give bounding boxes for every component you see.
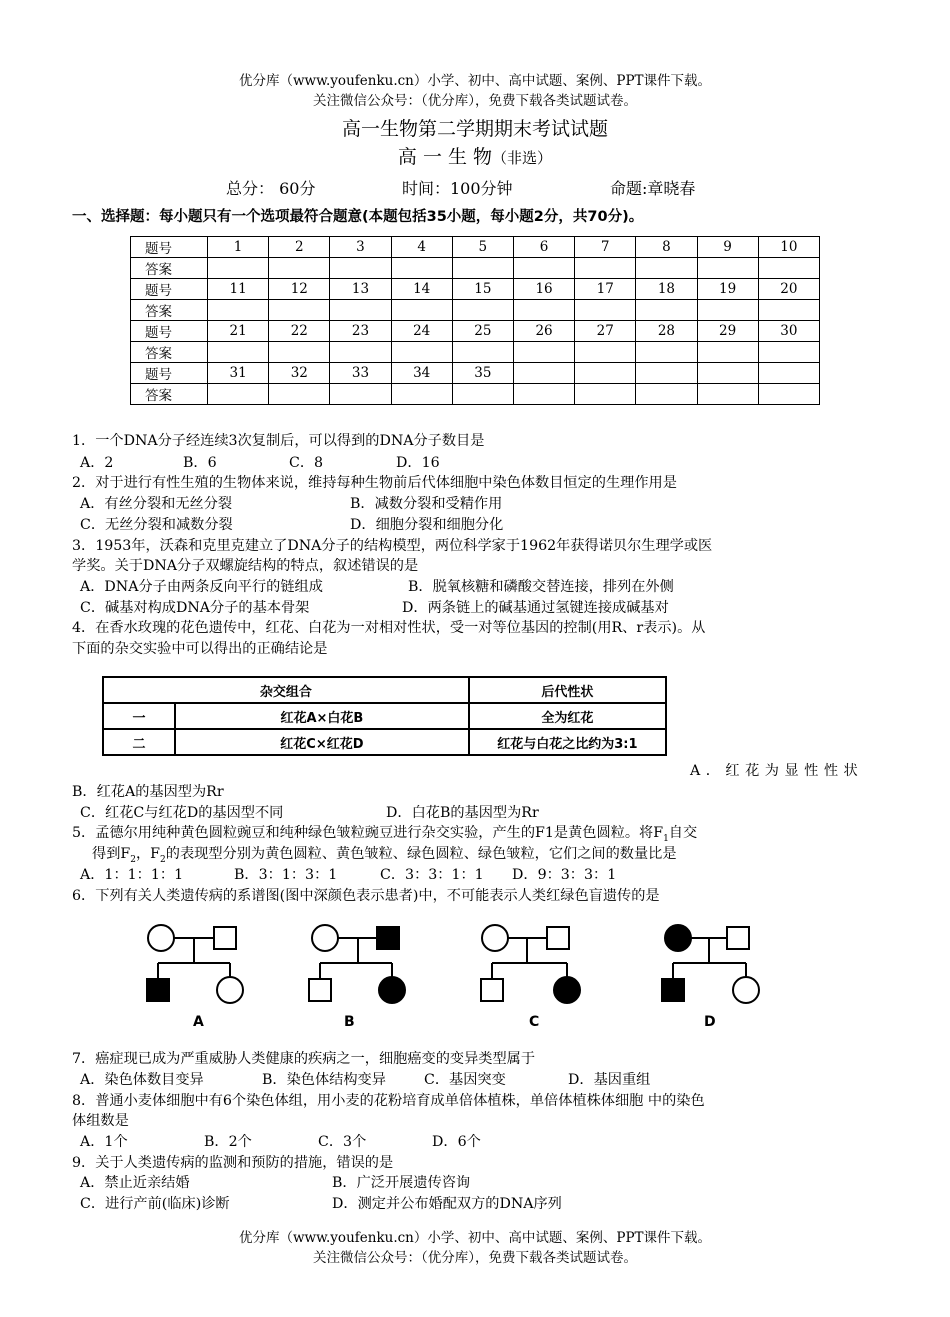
answer-table-number-row <box>131 321 820 342</box>
cross-row-1-id: 一 <box>103 703 175 729</box>
answer-table-answer-cell[interactable] <box>269 342 330 363</box>
pedigree-b <box>309 925 405 1003</box>
q1-option-c: C．8 <box>289 455 324 471</box>
q8-stem-1: 8．普通小麦体细胞中有6个染色体组，用小麦的花粉培育成单倍体植株，单倍体植株体细胞 中的染色 <box>72 1093 705 1109</box>
pedigree-label-d: D <box>704 1014 716 1030</box>
pedigree-b-mother <box>312 925 338 951</box>
answer-table-answer-cell[interactable] <box>269 258 330 279</box>
answer-table-answer-cell[interactable] <box>269 300 330 321</box>
q5-option-c: C．3：3：1：1 <box>380 867 484 883</box>
answer-table-number-cell: 6 <box>513 237 574 258</box>
answer-table-number-cell <box>513 363 574 384</box>
answer-table-number-cell: 13 <box>330 279 391 300</box>
answer-table-answer-row <box>131 258 820 279</box>
answer-table-number-cell <box>575 363 636 384</box>
q5-stem-2a: 得到F <box>92 846 131 862</box>
q3-option-a: A．DNA分子由两条反向平行的链组成 <box>80 579 323 595</box>
answer-table-answer-cell[interactable] <box>452 258 513 279</box>
answer-table-number-cell: 33 <box>330 363 391 384</box>
cross-header-offspring: 后代性状 <box>469 677 666 703</box>
answer-table-number-cell: 35 <box>452 363 513 384</box>
answer-table-answer-cell[interactable] <box>452 384 513 405</box>
answer-table-label-number: 题号 <box>131 237 208 258</box>
q3-stem-2: 学奖。关于DNA分子双螺旋结构的特点，叙述错误的是 <box>72 558 419 574</box>
answer-table-number-cell: 7 <box>575 237 636 258</box>
pedigree-a-mother <box>148 925 174 951</box>
cross-row-2-offspring: 红花与白花之比约为3:1 <box>469 729 666 755</box>
answer-table-number-cell: 1 <box>208 237 269 258</box>
q8-stem-2: 体组数是 <box>72 1113 129 1129</box>
answer-table-number-cell: 9 <box>697 237 758 258</box>
page-title: 高一生物第二学期期末考试试题 <box>341 118 608 140</box>
q9-option-a: A．禁止近亲结婚 <box>80 1175 190 1191</box>
answer-table-number-cell: 19 <box>697 279 758 300</box>
pedigree-label-b: B <box>344 1014 355 1030</box>
answer-table-answer-cell[interactable] <box>575 258 636 279</box>
answer-table-answer-cell[interactable] <box>636 258 697 279</box>
q9-option-b: B．广泛开展遗传咨询 <box>332 1175 471 1191</box>
pedigree-d-father <box>727 927 749 949</box>
q3-option-c: C．碱基对构成DNA分子的基本骨架 <box>80 600 310 616</box>
answer-table-answer-cell[interactable] <box>330 384 391 405</box>
q5-option-d: D．9：3：3：1 <box>512 867 617 883</box>
answer-table-label-answer: 答案 <box>131 258 208 279</box>
answer-table-answer-cell[interactable] <box>330 342 391 363</box>
q3-stem-1: 3．1953年，沃森和克里克建立了DNA分子的结构模型，两位科学家于1962年获得诺贝尔生理学或医 <box>72 538 713 554</box>
q3-option-b: B．脱氧核糖和磷酸交替连接，排列在外侧 <box>408 579 674 595</box>
q8-option-b: B．2个 <box>204 1134 252 1150</box>
answer-table-answer-cell[interactable] <box>391 300 452 321</box>
q1-option-b: B．6 <box>183 455 217 471</box>
pedigree-d-daughter <box>733 977 759 1003</box>
answer-table-number-cell: 11 <box>208 279 269 300</box>
answer-table-answer-cell[interactable] <box>513 258 574 279</box>
answer-table-answer-cell[interactable] <box>269 384 330 405</box>
answer-table-answer-cell[interactable] <box>575 384 636 405</box>
answer-table-label-number: 题号 <box>131 279 208 300</box>
answer-table-number-row <box>131 279 820 300</box>
answer-table-answer-cell[interactable] <box>636 300 697 321</box>
answer-table-number-cell: 26 <box>513 321 574 342</box>
answer-table-answer-row <box>131 342 820 363</box>
answer-table-number-cell <box>636 363 697 384</box>
q5-stem-1-end: 自交 <box>668 825 698 841</box>
q4-option-a: A．红花为显性性状 <box>690 763 864 779</box>
cross-row-1-offspring: 全为红花 <box>469 703 666 729</box>
answer-table-number-cell: 4 <box>391 237 452 258</box>
answer-table-answer-cell[interactable] <box>513 384 574 405</box>
q7-option-b: B．染色体结构变异 <box>262 1072 386 1088</box>
pedigree-c-daughter <box>554 977 580 1003</box>
meta-score: 总分： 60分 <box>226 179 316 198</box>
answer-table-answer-cell[interactable] <box>758 384 819 405</box>
q9-stem: 9．关于人类遗传病的监测和预防的措施，错误的是 <box>72 1155 394 1171</box>
q3-option-d: D．两条链上的碱基通过氢键连接成碱基对 <box>402 600 669 616</box>
answer-table <box>130 236 820 405</box>
q5-stem-1 <box>72 822 697 844</box>
answer-table-answer-cell[interactable] <box>758 300 819 321</box>
pedigree-diagrams <box>130 915 770 1015</box>
answer-table-number-cell: 3 <box>330 237 391 258</box>
q8-option-c: C．3个 <box>318 1134 367 1150</box>
q8-option-a: A．1个 <box>80 1134 128 1150</box>
answer-table-number-cell: 17 <box>575 279 636 300</box>
answer-table-answer-cell[interactable] <box>575 342 636 363</box>
answer-table-number-cell: 12 <box>269 279 330 300</box>
page-subtitle <box>0 142 950 169</box>
q5-option-a: A．1：1：1：1 <box>80 867 184 883</box>
cross-header-combo: 杂交组合 <box>103 677 469 703</box>
answer-table-number-cell: 31 <box>208 363 269 384</box>
answer-table-number-cell: 29 <box>697 321 758 342</box>
answer-table-number-cell: 8 <box>636 237 697 258</box>
answer-table-answer-cell[interactable] <box>391 384 452 405</box>
pedigree-b-daughter <box>379 977 405 1003</box>
q9-option-c: C．进行产前(临床)诊断 <box>80 1196 230 1212</box>
answer-table-answer-cell[interactable] <box>452 300 513 321</box>
q4-stem-1: 4．在香水玫瑰的花色遗传中，红花、白花为一对相对性状，受一对等位基因的控制(用R、r表示)。从 <box>72 620 706 636</box>
q8-option-d: D．6个 <box>432 1134 481 1150</box>
answer-table-number-cell: 5 <box>452 237 513 258</box>
pedigree-c <box>481 925 580 1003</box>
footer-ad-line-1: 优分库（www.youfenku.cn）小学、初中、高中试题、案例、PPT课件下载。 <box>238 1230 712 1246</box>
pedigree-a-daughter <box>217 977 243 1003</box>
q4-option-b: B．红花A的基因型为Rr <box>72 784 224 800</box>
answer-table-answer-cell[interactable] <box>208 342 269 363</box>
answer-table-number-cell: 16 <box>513 279 574 300</box>
answer-table-label-answer: 答案 <box>131 384 208 405</box>
pedigree-b-father <box>377 927 399 949</box>
answer-table-label-number: 题号 <box>131 363 208 384</box>
pedigree-label-a: A <box>193 1014 204 1030</box>
subtitle-note: （非选） <box>492 149 553 167</box>
answer-table-number-cell: 24 <box>391 321 452 342</box>
answer-table-number-cell: 28 <box>636 321 697 342</box>
q2-option-d: D．细胞分裂和细胞分化 <box>350 517 504 533</box>
answer-table-number-cell: 27 <box>575 321 636 342</box>
pedigree-c-son <box>481 979 503 1001</box>
q6-stem: 6．下列有关人类遗传病的系谱图(图中深颜色表示患者)中，不可能表示人类红绿色盲遗传的是 <box>72 888 660 904</box>
answer-table-number-cell <box>758 363 819 384</box>
q5-stem-2b: ，F <box>135 846 161 862</box>
answer-table-answer-cell[interactable] <box>697 342 758 363</box>
answer-table-label-answer: 答案 <box>131 342 208 363</box>
q5-sub-1: 1 <box>663 833 669 844</box>
pedigree-d <box>662 925 759 1003</box>
answer-table-answer-cell[interactable] <box>330 258 391 279</box>
answer-table-number-cell: 21 <box>208 321 269 342</box>
cross-row-2-combo: 红花C×红花D <box>175 729 469 755</box>
pedigree-c-mother <box>482 925 508 951</box>
answer-table-answer-cell[interactable] <box>758 258 819 279</box>
q7-option-a: A．染色体数目变异 <box>80 1072 204 1088</box>
q5-sub-2: 2 <box>130 854 136 865</box>
answer-table-number-cell: 14 <box>391 279 452 300</box>
answer-table-answer-cell[interactable] <box>452 342 513 363</box>
answer-table-number-row <box>131 363 820 384</box>
pedigree-d-mother <box>665 925 691 951</box>
answer-table-answer-cell[interactable] <box>697 300 758 321</box>
answer-table-answer-cell[interactable] <box>391 342 452 363</box>
cross-row-2-id: 二 <box>103 729 175 755</box>
pedigree-c-father <box>547 927 569 949</box>
q5-stem-1-text: 5．孟德尔用纯种黄色圆粒豌豆和纯种绿色皱粒豌豆进行杂交实验，产生的F1是黄色圆粒。将F <box>72 825 664 841</box>
cross-table <box>102 676 667 756</box>
answer-table-answer-cell[interactable] <box>208 258 269 279</box>
q9-option-d: D．测定并公布婚配双方的DNA序列 <box>332 1196 562 1212</box>
answer-table-answer-row <box>131 300 820 321</box>
q4-option-c: C．红花C与红花D的基因型不同 <box>80 805 284 821</box>
q2-stem: 2．对于进行有性生殖的生物体来说，维持每种生物前后代体细胞中染色体数目恒定的生理作用是 <box>72 475 677 491</box>
answer-table-number-row <box>131 237 820 258</box>
answer-table-answer-cell[interactable] <box>208 300 269 321</box>
answer-table-answer-cell[interactable] <box>575 300 636 321</box>
pedigree-label-c: C <box>529 1014 540 1030</box>
q2-option-a: A．有丝分裂和无丝分裂 <box>80 496 233 512</box>
answer-table-number-cell: 32 <box>269 363 330 384</box>
header-ad-line-1: 优分库（www.youfenku.cn）小学、初中、高中试题、案例、PPT课件下载。 <box>238 73 712 89</box>
answer-table-answer-cell[interactable] <box>697 258 758 279</box>
q5-sub-3: 2 <box>160 854 166 865</box>
answer-table-answer-cell[interactable] <box>391 258 452 279</box>
answer-table-number-cell: 34 <box>391 363 452 384</box>
answer-table-number-cell: 25 <box>452 321 513 342</box>
q4-option-d: D．白花B的基因型为Rr <box>386 805 539 821</box>
q7-stem: 7．癌症现已成为严重威胁人类健康的疾病之一，细胞癌变的变异类型属于 <box>72 1051 536 1067</box>
pedigree-a <box>147 925 243 1003</box>
answer-table-answer-cell[interactable] <box>697 384 758 405</box>
q1-stem: 1．一个DNA分子经连续3次复制后，可以得到的DNA分子数目是 <box>72 433 485 449</box>
q7-option-c: C．基因突变 <box>424 1072 506 1088</box>
answer-table-number-cell: 10 <box>758 237 819 258</box>
section-heading: 一、选择题：每小题只有一个选项最符合题意(本题包括35小题，每小题2分，共70分)。 <box>72 209 644 225</box>
answer-table-answer-row <box>131 384 820 405</box>
answer-table-number-cell: 18 <box>636 279 697 300</box>
header-ad-line-2: 关注微信公众号：（优分库），免费下载各类试题试卷。 <box>313 93 637 109</box>
answer-table-label-answer: 答案 <box>131 300 208 321</box>
answer-table-label-number: 题号 <box>131 321 208 342</box>
pedigree-d-son <box>662 979 684 1001</box>
meta-author: 命题:章晓春 <box>610 179 696 198</box>
cross-row-1-combo: 红花A×白花B <box>175 703 469 729</box>
meta-time: 时间：100分钟 <box>402 179 513 198</box>
answer-table-answer-cell[interactable] <box>636 384 697 405</box>
pedigree-b-son <box>309 979 331 1001</box>
answer-table-number-cell: 20 <box>758 279 819 300</box>
answer-table-answer-cell[interactable] <box>636 342 697 363</box>
answer-table-answer-cell[interactable] <box>758 342 819 363</box>
q1-option-a: A．2 <box>80 455 114 471</box>
answer-table-answer-cell[interactable] <box>208 384 269 405</box>
footer-ad-line-2: 关注微信公众号：（优分库），免费下载各类试题试卷。 <box>313 1250 637 1266</box>
answer-table-number-cell: 2 <box>269 237 330 258</box>
answer-table-number-cell: 22 <box>269 321 330 342</box>
q1-option-d: D．16 <box>396 455 440 471</box>
answer-table-answer-cell[interactable] <box>513 342 574 363</box>
answer-table-number-cell: 15 <box>452 279 513 300</box>
answer-table-answer-cell[interactable] <box>330 300 391 321</box>
pedigree-a-son <box>147 979 169 1001</box>
pedigree-a-father <box>214 927 236 949</box>
q5-option-b: B．3：1：3：1 <box>234 867 338 883</box>
answer-table-answer-cell[interactable] <box>513 300 574 321</box>
answer-table-number-cell <box>697 363 758 384</box>
subtitle-text: 高 一 生 物 <box>397 146 493 168</box>
q5-stem-2 <box>92 843 677 865</box>
answer-table-number-cell: 30 <box>758 321 819 342</box>
q2-option-b: B．减数分裂和受精作用 <box>350 496 503 512</box>
answer-table-number-cell: 23 <box>330 321 391 342</box>
q7-option-d: D．基因重组 <box>568 1072 651 1088</box>
q4-stem-2: 下面的杂交实验中可以得出的正确结论是 <box>72 641 328 657</box>
q2-option-c: C．无丝分裂和减数分裂 <box>80 517 233 533</box>
q5-stem-2c: 的表现型分别为黄色圆粒、黄色皱粒、绿色圆粒、绿色皱粒，它们之间的数量比是 <box>165 846 677 862</box>
